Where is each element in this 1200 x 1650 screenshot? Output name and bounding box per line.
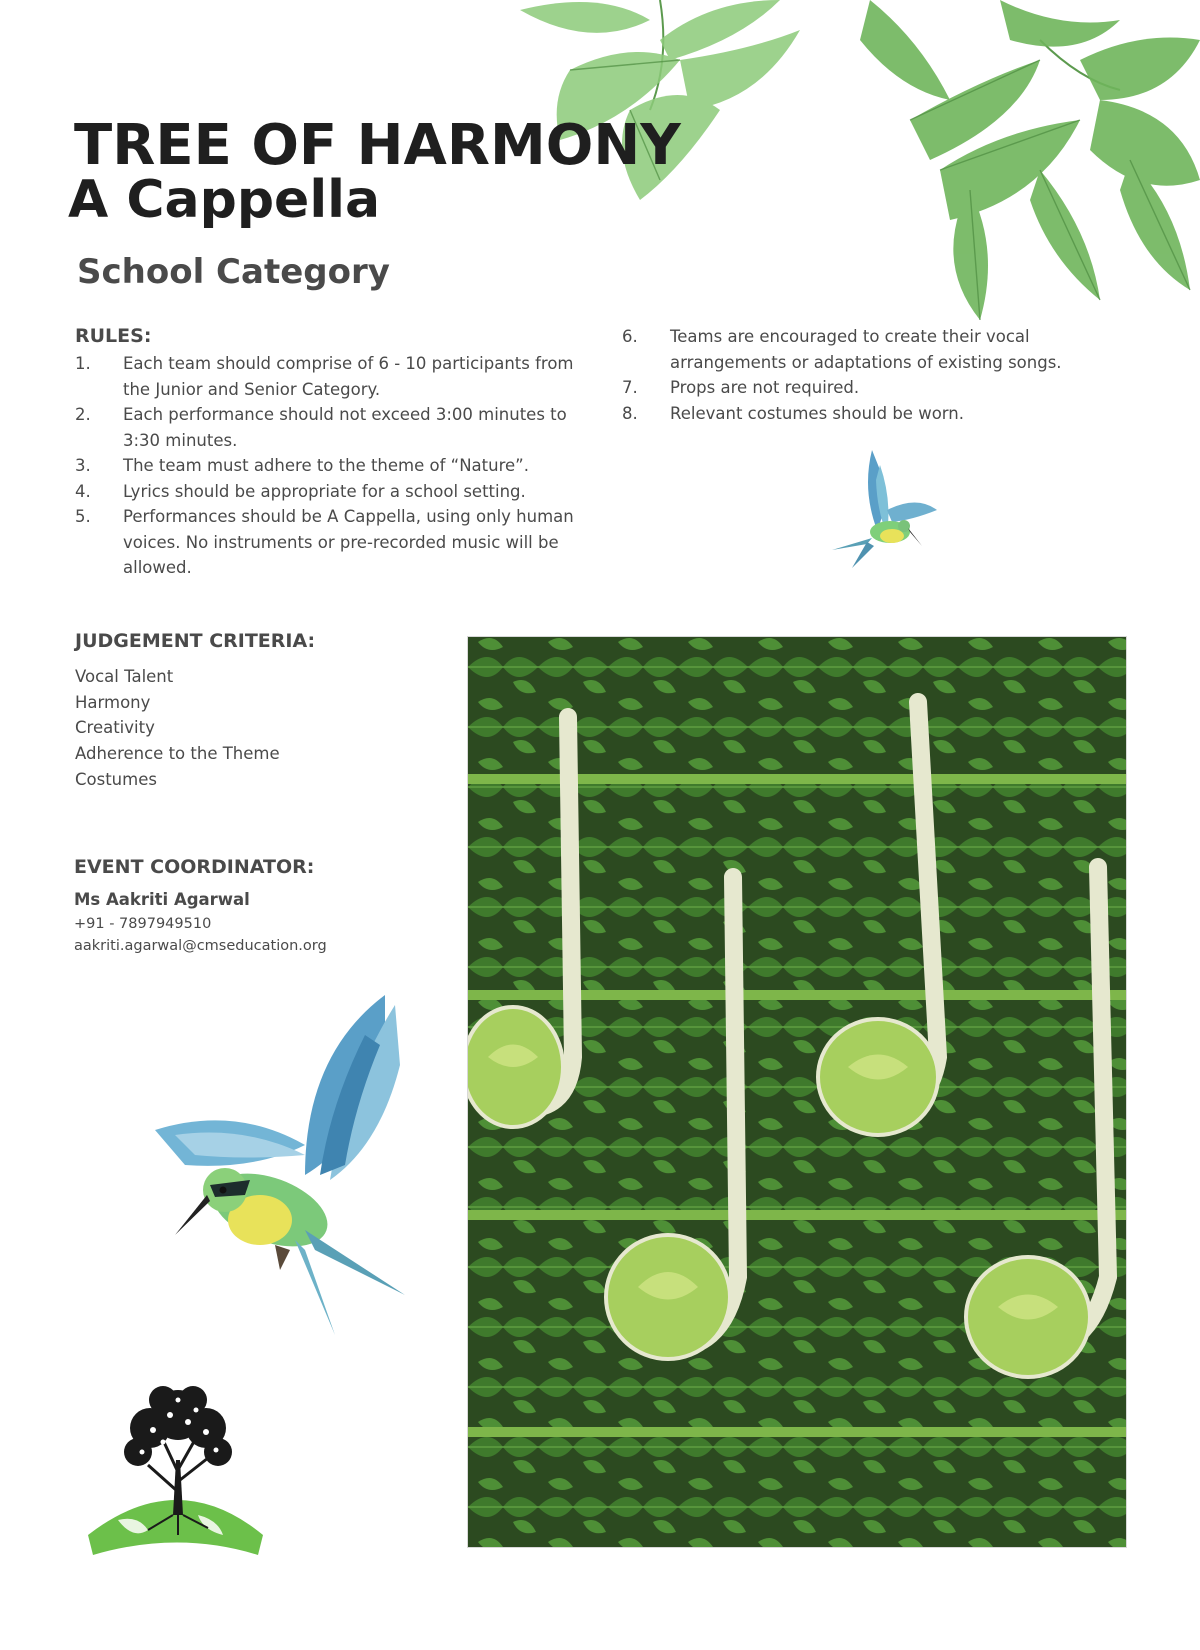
- criteria-heading: JUDGEMENT CRITERIA:: [75, 630, 316, 652]
- list-item: Costumes: [75, 769, 157, 789]
- page-title: TREE OF HARMONY: [74, 113, 681, 178]
- list-item: 7. Props are not required.: [622, 378, 860, 397]
- bee-eater-bird-icon: [832, 450, 942, 575]
- tree-on-globe-logo-icon: [78, 1370, 273, 1570]
- list-item: 6. Teams are encouraged to create their vocal arrangements or adaptations of existing songs.: [622, 327, 1062, 372]
- list-item: 2. Each performance should not exceed 3:00 minutes to 3:30 minutes.: [75, 405, 567, 450]
- coordinator-section: [74, 856, 434, 957]
- rules-section: [75, 325, 580, 581]
- criteria-list: [75, 664, 435, 793]
- fern-music-notes-image: [467, 636, 1127, 1548]
- list-item: 4. Lyrics should be appropriate for a school setting.: [75, 481, 526, 501]
- coordinator-phone: +91 - 7897949510: [74, 916, 212, 932]
- list-item: 1. Each team should comprise of 6 - 10 participants from the Junior and Senior Category.: [75, 354, 574, 399]
- list-item: 5. Performances should be A Cappella, using only human voices. No instruments or pre-recorded music will be allowed.: [75, 507, 574, 577]
- list-item: Vocal Talent: [75, 667, 174, 686]
- rules-list-left: [75, 351, 580, 581]
- coordinator-name: Ms Aakriti Agarwal: [74, 890, 250, 909]
- page-subtitle: A Cappella: [68, 170, 381, 230]
- list-item: Creativity: [75, 718, 155, 738]
- coordinator-heading: EVENT COORDINATOR:: [74, 856, 315, 878]
- rules-heading: RULES:: [75, 325, 152, 347]
- criteria-section: [75, 630, 435, 793]
- bee-eater-bird-icon: [155, 995, 425, 1345]
- list-item: 3. The team must adhere to the theme of “Nature”.: [75, 456, 529, 475]
- rules-section-continued: [622, 324, 1077, 426]
- coordinator-email: aakriti.agarwal@cmseducation.org: [74, 938, 327, 954]
- list-item: Adherence to the Theme: [75, 744, 280, 764]
- rules-list-right: [622, 324, 1077, 426]
- category-label: School Category: [77, 252, 390, 292]
- list-item: 8. Relevant costumes should be worn.: [622, 403, 964, 423]
- list-item: Harmony: [75, 692, 151, 712]
